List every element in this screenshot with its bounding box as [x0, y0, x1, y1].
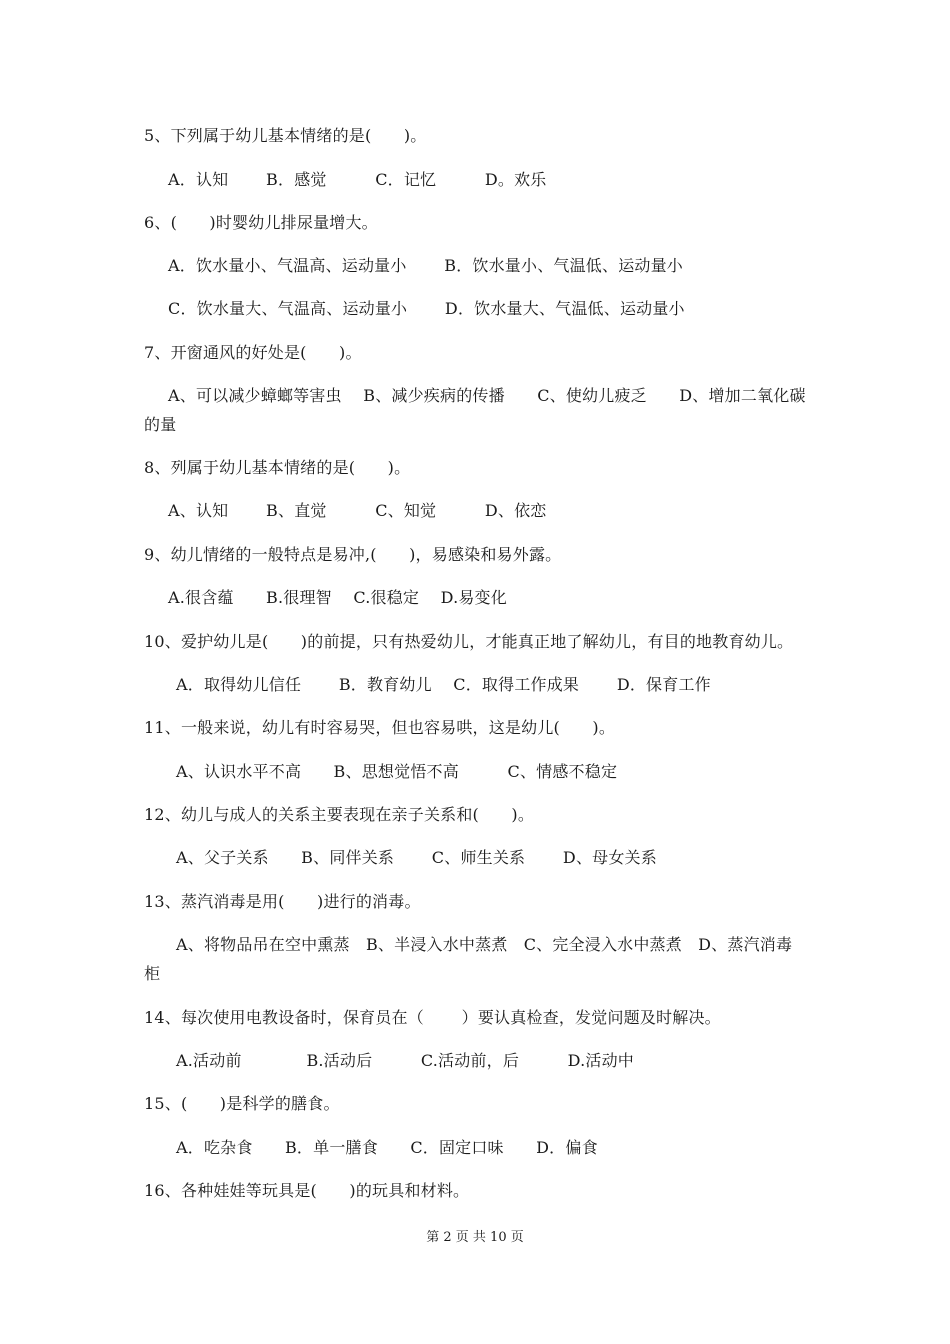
question-14-options: A.活动前 B.活动后 C.活动前，后 D.活动中 [176, 1051, 634, 1070]
question-15-options: A．吃杂食 B．单一膳食 C．固定口味 D．偏食 [176, 1138, 598, 1157]
question-7-stem: 7、开窗通风的好处是( )。 [144, 343, 362, 362]
question-15-stem: 15、( )是科学的膳食。 [144, 1094, 340, 1113]
question-6-options-row-1: A．饮水量小、气温高、运动量小 B．饮水量小、气温低、运动量小 [168, 256, 683, 275]
question-13-options: A、将物品吊在空中熏蒸 B、半浸入水中蒸煮 C、完全浸入水中蒸煮 D、蒸汽消毒 [176, 935, 793, 954]
question-8-options: A、认知 B、直觉 C、知觉 D、依恋 [168, 501, 547, 520]
page-number-footer: 第 2 页 共 10 页 [426, 1230, 524, 1245]
question-11-options: A、认识水平不高 B、思想觉悟不高 C、情感不稳定 [176, 762, 618, 781]
question-5-stem: 5、下列属于幼儿基本情绪的是( )。 [144, 126, 427, 145]
question-6-stem: 6、( )时婴幼儿排尿量增大。 [144, 213, 378, 232]
question-11-stem: 11、一般来说，幼儿有时容易哭，但也容易哄，这是幼儿( )。 [144, 718, 616, 737]
question-12-stem: 12、幼儿与成人的关系主要表现在亲子关系和( )。 [144, 805, 535, 824]
question-5-options: A．认知 B．感觉 C．记忆 D。欢乐 [168, 170, 547, 189]
question-12-options: A、父子关系 B、同伴关系 C、师生关系 D、母女关系 [176, 848, 657, 867]
question-10-options: A．取得幼儿信任 B．教育幼儿 C．取得工作成果 D．保育工作 [176, 675, 711, 694]
question-7-options: A、可以减少蟑螂等害虫 B、减少疾病的传播 C、使幼儿疲乏 D、增加二氧化碳 [168, 386, 806, 405]
question-10-stem: 10、爱护幼儿是( )的前提，只有热爱幼儿，才能真正地了解幼儿，有目的地教育幼儿。 [144, 632, 794, 651]
question-7-options-continuation: 的量 [144, 415, 177, 434]
question-16-stem: 16、各种娃娃等玩具是( )的玩具和材料。 [144, 1181, 470, 1200]
question-8-stem: 8、列属于幼儿基本情绪的是( )。 [144, 458, 411, 477]
question-13-stem: 13、蒸汽消毒是用( )进行的消毒。 [144, 892, 421, 911]
question-14-stem: 14、每次使用电教设备时，保育员在（ ）要认真检查，发觉问题及时解决。 [144, 1008, 721, 1027]
question-9-options: A.很含蕴 B.很理智 C.很稳定 D.易变化 [168, 588, 507, 607]
question-13-options-continuation: 柜 [144, 964, 161, 983]
question-9-stem: 9、幼儿情绪的一般特点是易冲,( )，易感染和易外露。 [144, 545, 562, 564]
question-6-options-row-2: C．饮水量大、气温高、运动量小 D．饮水量大、气温低、运动量小 [168, 299, 685, 318]
